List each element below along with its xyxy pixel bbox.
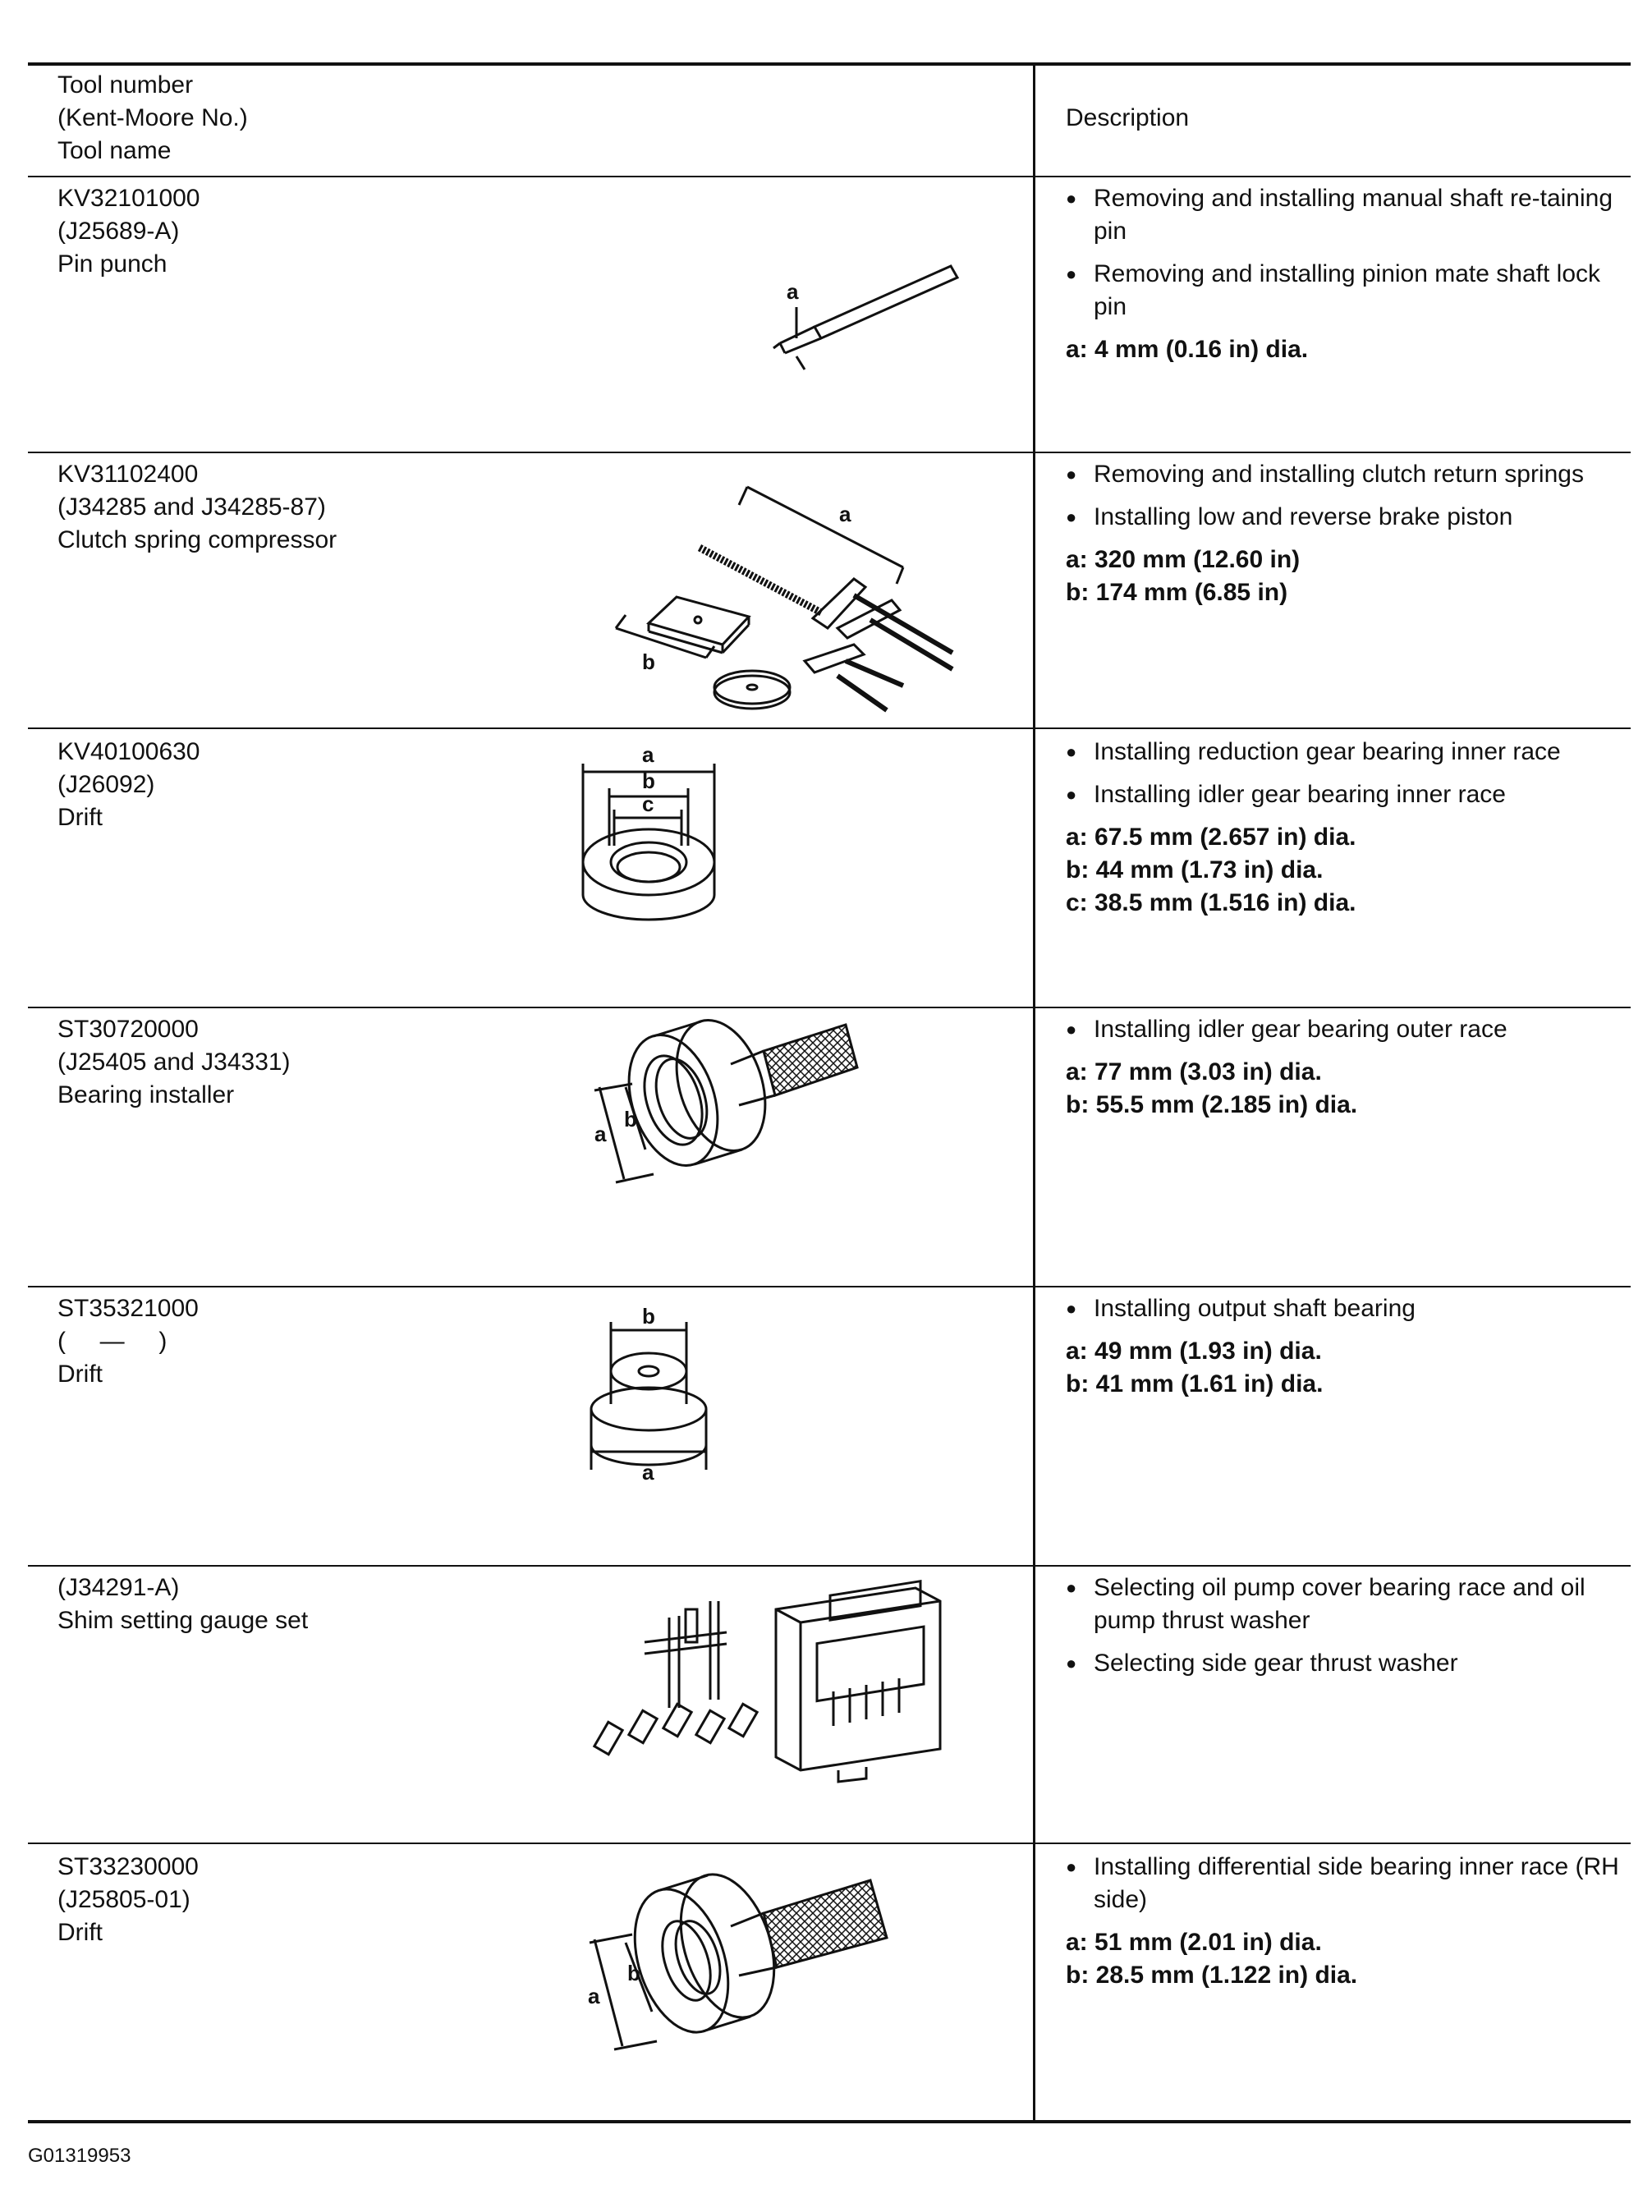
row-rule-4	[28, 1286, 1631, 1287]
row-rule-6	[28, 1843, 1631, 1844]
dim-label-a: a	[588, 1984, 600, 2008]
row-rule-1	[28, 452, 1631, 453]
dim-label-b: b	[642, 1304, 655, 1329]
kent-moore-number: ( — )	[57, 1328, 167, 1355]
tool-row-3-description	[1066, 736, 1624, 920]
dim-label-a: a	[787, 279, 799, 304]
kent-moore-number: (J34285 and J34285-87)	[57, 493, 326, 521]
spec-line: a: 51 mm (2.01 in) dia.	[1066, 1929, 1322, 1956]
row-rule-2	[28, 727, 1631, 729]
table-bottom-rule	[28, 2120, 1631, 2123]
tool-name: Drift	[57, 804, 103, 831]
description-bullet: ● Removing and installing pinion mate shaft lock pin	[1066, 258, 1624, 324]
description-bullet: ● Selecting oil pump cover bearing race and oil pump thrust washer	[1066, 1572, 1624, 1637]
drift-side-bearing-illustration	[575, 1864, 903, 2061]
row-rule-5	[28, 1565, 1631, 1567]
spec-line: a: 320 mm (12.60 in)	[1066, 546, 1301, 573]
dim-label-b: b	[642, 649, 655, 674]
header-tool-name: Tool name	[57, 137, 172, 164]
description-bullet: ● Installing idler gear bearing inner race	[1066, 778, 1624, 811]
description-bullet: ● Removing and installing manual shaft re-taining pin	[1066, 182, 1624, 248]
tool-number: ST35321000	[57, 1295, 199, 1322]
tool-number: KV40100630	[57, 738, 200, 765]
row-rule-3	[28, 1007, 1631, 1008]
tool-row-2-ids	[57, 458, 337, 557]
spec-line: b: 55.5 mm (2.185 in) dia.	[1066, 1091, 1358, 1118]
description-bullet: ● Removing and installing clutch return springs	[1066, 458, 1624, 491]
tool-name: Drift	[57, 1919, 103, 1946]
spec-line: a: 49 mm (1.93 in) dia.	[1066, 1338, 1322, 1365]
tool-row-4-description	[1066, 1013, 1624, 1122]
header-left	[57, 69, 248, 168]
dim-label-c: c	[642, 792, 654, 816]
tool-number: ST30720000	[57, 1016, 199, 1043]
tool-name: Pin punch	[57, 250, 167, 278]
drift-illustration	[575, 739, 723, 920]
tool-number: KV31102400	[57, 461, 199, 488]
description-bullet: ● Selecting side gear thrust washer	[1066, 1647, 1624, 1680]
spec-line: a: 4 mm (0.16 in) dia.	[1066, 336, 1309, 363]
tool-row-3-ids	[57, 736, 200, 834]
description-bullet: ● Installing output shaft bearing	[1066, 1292, 1624, 1325]
tool-row-5-description	[1066, 1292, 1624, 1401]
kent-moore-number: (J25689-A)	[57, 218, 180, 245]
kent-moore-number: (J25805-01)	[57, 1886, 190, 1913]
dim-label-a: a	[642, 742, 654, 767]
description-bullet: ● Installing reduction gear bearing inner race	[1066, 736, 1624, 769]
tool-name: Shim setting gauge set	[57, 1607, 309, 1634]
description-bullet: ● Installing differential side bearing inner race (RH side)	[1066, 1851, 1624, 1916]
header-bottom-rule	[28, 176, 1631, 177]
kent-moore-number: (J34291-A)	[57, 1574, 180, 1601]
dim-label-a: a	[839, 502, 851, 526]
tool-name: Clutch spring compressor	[57, 526, 337, 553]
tool-row-4-ids	[57, 1013, 291, 1112]
table-top-rule	[28, 62, 1631, 66]
bearing-installer-illustration	[575, 1018, 870, 1199]
dim-label-b: b	[627, 1961, 640, 1985]
spec-line: b: 28.5 mm (1.122 in) dia.	[1066, 1962, 1358, 1989]
header-tool-number: Tool number	[57, 71, 194, 99]
tool-row-6-description	[1066, 1572, 1624, 1690]
kent-moore-number: (J26092)	[57, 771, 155, 798]
shim-gauge-set-illustration	[587, 1585, 948, 1782]
dim-label-a: a	[642, 1460, 654, 1485]
dim-label-a: a	[594, 1122, 607, 1146]
header-description: Description	[1066, 104, 1190, 131]
dim-label-b: b	[642, 769, 655, 793]
tool-number: KV32101000	[57, 185, 200, 212]
header-kent-moore: (Kent-Moore No.)	[57, 104, 248, 131]
drift-output-illustration	[583, 1306, 714, 1494]
description-bullet: ● Installing idler gear bearing outer race	[1066, 1013, 1624, 1046]
tool-row-5-ids	[57, 1292, 199, 1391]
description-bullet: ● Installing low and reverse brake piston	[1066, 501, 1624, 534]
tool-row-1-ids	[57, 182, 200, 281]
tool-name: Drift	[57, 1361, 103, 1388]
spec-line: b: 44 mm (1.73 in) dia.	[1066, 856, 1324, 883]
clutch-spring-compressor-illustration	[608, 472, 969, 718]
figure-code: G01319953	[28, 2145, 131, 2167]
tool-row-6-ids	[57, 1572, 308, 1637]
tool-name: Bearing installer	[57, 1081, 235, 1108]
tool-row-7-description	[1066, 1851, 1624, 1992]
tool-number: ST33230000	[57, 1853, 199, 1880]
kent-moore-number: (J25405 and J34331)	[57, 1049, 291, 1076]
spec-line: a: 77 mm (3.03 in) dia.	[1066, 1058, 1322, 1085]
pin-punch-illustration	[764, 255, 969, 378]
tool-row-7-ids	[57, 1851, 199, 1949]
tool-row-1-description	[1066, 182, 1624, 366]
spec-line: b: 41 mm (1.61 in) dia.	[1066, 1370, 1324, 1397]
tool-row-2-description	[1066, 458, 1624, 609]
dim-label-b: b	[624, 1107, 637, 1131]
spec-line: a: 67.5 mm (2.657 in) dia.	[1066, 824, 1356, 851]
spec-line: b: 174 mm (6.85 in)	[1066, 579, 1288, 606]
spec-line: c: 38.5 mm (1.516 in) dia.	[1066, 889, 1356, 916]
column-divider	[1033, 62, 1035, 2123]
